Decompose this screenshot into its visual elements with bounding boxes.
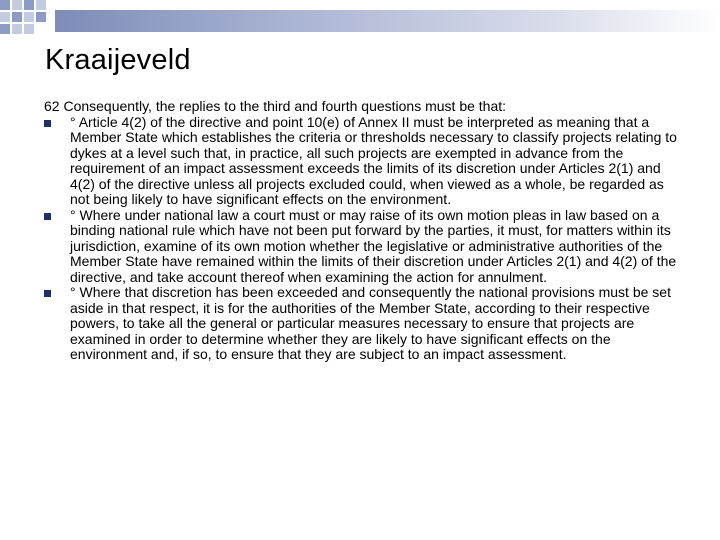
bullet-item (44, 115, 684, 208)
square-bullet-icon (44, 120, 51, 127)
decor-square (12, 0, 22, 10)
bullet-text: ° Where under national law a court must or may raise of its own motion pleas in law based on a binding national rule which have not been put forward by the parties, it must, for matters within its jurisdiction, examine of its own motion whether the legislative or administrative authorities of the Member State have remained within the limits of their discretion under Articles 2(1) and 4(2) of the directive, and take account thereof when examining the action for annulment. (70, 206, 677, 285)
bullet-item (44, 208, 684, 286)
decor-square (0, 12, 10, 22)
header-decoration (0, 0, 720, 38)
decor-square (12, 12, 22, 22)
slide-title: Kraaijeveld (45, 44, 191, 76)
bullet-text: ° Article 4(2) of the directive and point 10(e) of Annex II must be interpreted as meaning that a Member State which establishes the criteria or thresholds necessary to classify projects relating to dykes at a level such that, in practice, all such projects are exempted in advance from the requirement of an impact assessment exceeds the limits of its discretion under Articles 2(1) and 4(2) of the directive unless all projects excluded could, when viewed as a whole, be regarded as not being likely to have significant effects on the environment. (70, 113, 677, 207)
decor-square (12, 24, 22, 34)
decor-square (24, 0, 34, 10)
decor-square (24, 12, 34, 22)
decor-square (24, 24, 34, 34)
decor-square (0, 24, 10, 34)
decor-square (36, 12, 46, 22)
slide-body (44, 99, 684, 363)
bullet-list (44, 115, 684, 363)
square-bullet-icon (44, 290, 51, 297)
square-bullet-icon (44, 213, 51, 220)
bullet-item (44, 285, 684, 363)
decor-square (0, 0, 10, 10)
bullet-text: ° Where that discretion has been exceeded and consequently the national provisions must be set aside in that respect, it is for the authorities of the Member State, according to their respective powers, to take all the general or particular measures necessary to ensure that projects are examined in order to determine whether they are likely to have significant effects on the environment and, if so, to ensure that they are subject to an impact assessment. (70, 284, 671, 362)
lead-paragraph: 62 Consequently, the replies to the third and fourth questions must be that: (44, 98, 507, 114)
header-gradient-bar (55, 10, 720, 32)
decor-square (36, 0, 46, 10)
